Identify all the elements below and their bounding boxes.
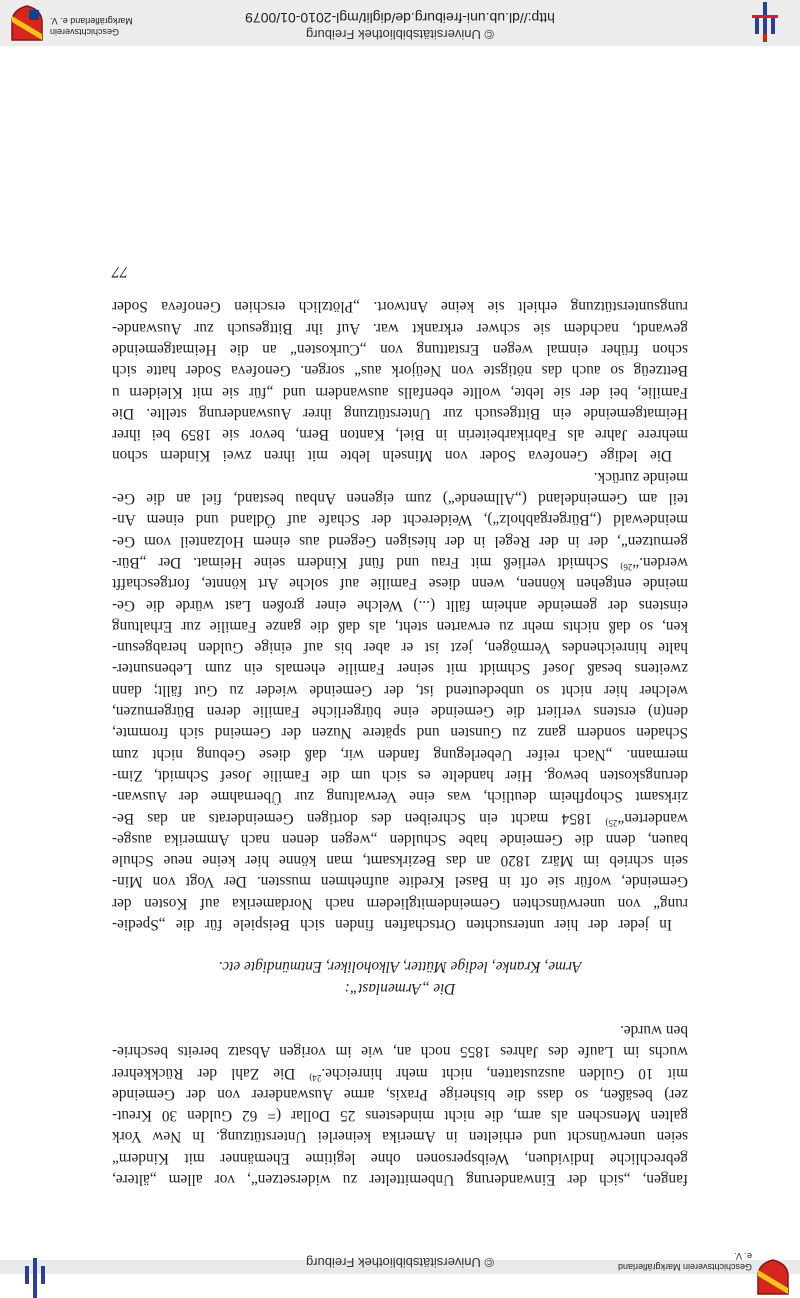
text-line: gewandt, nachdem sie schwer erkrankt war. Auf ihr Bittgesuch zur Auswande-	[112, 319, 688, 337]
paragraph-2	[112, 467, 688, 936]
text-line: derungskosten bewog. Hier handelte es sich um die Familie Josef Schmidt, Zim-	[112, 766, 688, 784]
text-line: ken, so daß nichts mehr zu erwarten steht, als daß die ganze Familie zur Erhaltung	[112, 617, 688, 635]
text-line: mehrere Jahre als Fabrikarbeiterin in Biel, Kanton Bern, bevor sie 1859 bei ihrer	[112, 426, 688, 444]
text-line: ben wurde.	[620, 1021, 688, 1039]
text-line: sein schrieb im März 1820 an das Bezirksamt, man könne hier keine neue Schule	[112, 852, 688, 870]
text-span: werden.“	[632, 553, 688, 571]
text-line: fangen, „sich der Einwanderung Unbemittelter zu widersetzen“, vor allem „ältere,	[112, 1171, 688, 1188]
paragraph-3	[112, 296, 688, 466]
page-number: 77	[112, 263, 128, 281]
text-line: gernutzen“, der in der Regel in der hiesigen Gegend aus einem Holzanteil vom Ge-	[112, 532, 688, 550]
text-line: rungsunterstützung erhielt sie keine Antwort. „Plötzlich erschien Genofeva Soder	[112, 298, 688, 316]
text-line: zer) besäßen, so dass die bisherige Praxis, arme Auswanderer von der Gemeinde	[112, 1085, 688, 1103]
ub-freiburg-logo-icon	[752, 2, 778, 42]
text-line: den(n) erstens verliert die Gemeinde eine bürgerliche Familie deren Bürgernuzen,	[112, 703, 688, 721]
section-heading: Die „Armenlast“:	[344, 979, 456, 997]
page-content	[112, 262, 688, 1190]
text-line: zweitens besaß Josef Schmidt mit seiner Familie ehemals ein zum Lebensunter-	[112, 660, 688, 678]
society-name	[50, 15, 160, 37]
header-society-name: Geschichtsverein Markgräflerland e. V.	[617, 1251, 752, 1272]
text-line: galten Menschen als arm, die nicht mindestens 25 Dollar (= 62 Gulden 30 Kreut-	[112, 1107, 688, 1125]
text-line	[112, 552, 688, 573]
text-span: 1854 macht ein Schreiben des dortigen Gemeinderats an das Be-	[112, 809, 606, 827]
text-span: mit 10 Gulden auszustatten, nicht mehr hinreiche.	[321, 1064, 688, 1082]
text-line: rung“ von unerwünschten Gemeindemitgliedern nach Nordamerika auf Kosten der	[112, 894, 688, 912]
text-line: Heimatgemeinde ein Bittgesuch zur Unterstützung ihrer Auswanderung stellte. Die	[112, 404, 688, 422]
footnote-marker: 24)	[309, 1072, 322, 1083]
text-line: Schaden sondern ganz zu Gunsten und spätere Nuzen der Gemeind sich frommte,	[112, 724, 688, 742]
text-line: teil am Gemeindeland („Allmende“) zum eigenen Anbau bestand, fiel an die Ge-	[112, 490, 688, 508]
section-subheading: Arme, Kranke, ledige Mütter, Alkoholiker, Entmündigte etc.	[218, 958, 582, 976]
text-line: meindewald („Bürgergabholz“), Weiderecht der Schafe auf Ödland und einem An-	[112, 511, 688, 529]
text-line: gebrechliche Individuen, Weibspersonen ohne legitime Ehemänner mit Kindern“	[112, 1149, 688, 1167]
text-line	[112, 1062, 688, 1083]
footnote-marker: 25)	[605, 817, 618, 828]
text-line: In jeder der hier untersuchten Ortschaften finden sich Beispiele für die „Spedie-	[112, 916, 672, 934]
text-line: Gemeinde, wofür sie oft in Basel Kredite aufnehmen mussten. Der Vogt von Min-	[112, 873, 688, 891]
footnote-marker: 26)	[620, 562, 633, 573]
text-line: Familie, bei der sie lebte, wollte ebenfalls auswandern und „für sie mit Kleidern u	[112, 383, 688, 401]
text-line: wuchs im Laufe des Jahres 1855 noch an, wie im vorigen Absatz bereits beschrie-	[112, 1043, 688, 1061]
footer-url-link[interactable]: http://dl.ub.uni-freiburg.de/diglit/mgl-2010-01/0079	[245, 10, 555, 26]
text-span: Die Zahl der Rückkehrer	[112, 1064, 310, 1082]
text-line: seien unerwünscht und erhielten in Amerika keinerlei Unterstützung. In New York	[112, 1128, 688, 1146]
text-line: meinde zurück.	[593, 468, 688, 486]
text-line: mermann. „Nach reifer Ueberlegung fanden wir, daß diese Gebung nicht zum	[112, 745, 688, 763]
text-line: meinde entgehen können, wenn diese Familie auf solche Art könnte, fortgeschafft	[112, 575, 688, 593]
text-line: bauen, denn die Gemeinde habe Schulden „wegen denen nach Ammerika ausge-	[112, 830, 688, 848]
paragraph-1	[112, 1020, 688, 1190]
text-line: einstens der gemeinde anheim fällt (...) Welche einer großen Last würde die Ge-	[112, 596, 688, 614]
society-name-line: Markgräflerland e. V.	[50, 16, 133, 26]
text-line: zirksamt Schopfheim deutlich, was eine Verwaltung zur Übernahme der Auswan-	[112, 788, 688, 806]
text-span: wanderten“	[617, 809, 688, 827]
text-line: halte hinreichendes Vermögen, jezt ist er aber bis auf einige Gulden herabgesun-	[112, 639, 688, 657]
text-line: Bettzeüg so auch das nötigste von Neüjork aus“ sorgen. Genofeva Soder hatte sich	[112, 362, 688, 380]
text-line: Die ledige Genofeva Soder von Minseln lebte mit ihren zwei Kindern schon	[112, 447, 672, 465]
footer-copyright: © Universitätsbibliothek Freiburg	[305, 27, 495, 42]
text-line: welcher hier nicht so unbedeutend ist, der Gemeinde wieder zu Gut fällt; dann	[112, 681, 688, 699]
header-logo-icon	[22, 1258, 48, 1298]
society-name-line: Geschichtsverein	[50, 27, 120, 37]
text-span: Schmidt verließ mit Frau und fünf Kindern seine Heimat. Der „Bür-	[112, 553, 621, 571]
text-line: schon früher einmal wegen Erstattung von „Curkosten“ an die Heimatgemeinde	[112, 341, 688, 359]
header-crest-icon	[756, 1258, 790, 1296]
header-copyright: © Universitätsbibliothek Freiburg	[305, 1255, 495, 1270]
society-crest-icon	[10, 4, 44, 42]
text-line	[112, 807, 688, 828]
